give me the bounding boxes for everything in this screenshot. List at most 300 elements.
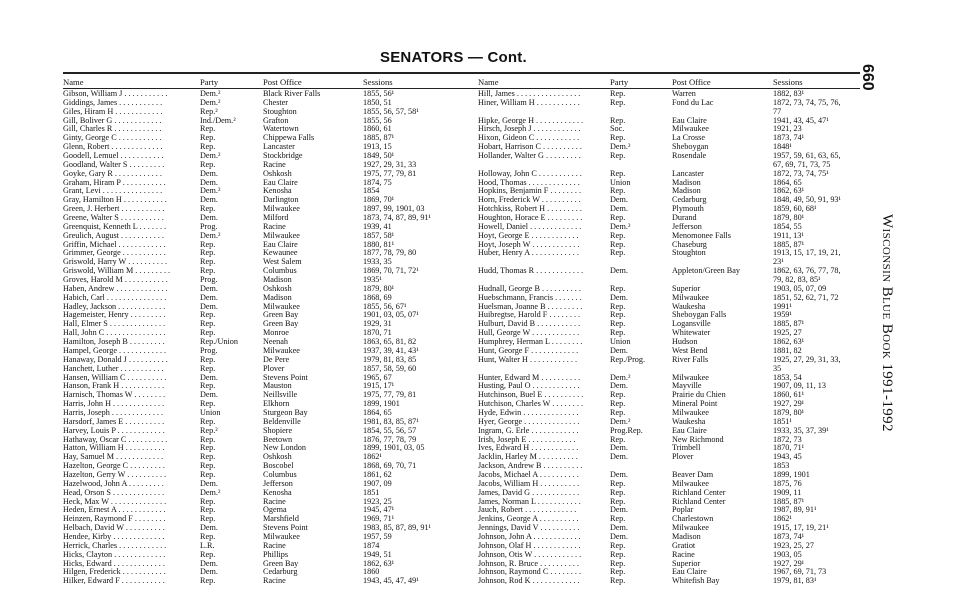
party: Prog. [200, 276, 218, 285]
sessions: 1957, 59, 61, 63, 65, [773, 152, 841, 161]
post-office: Oshkosh [263, 169, 292, 178]
table-row [478, 524, 863, 533]
sessions: 1907, 09, 11, 13 [773, 382, 826, 391]
right-header-post-office: Post Office [672, 77, 711, 87]
table-row [63, 311, 475, 320]
post-office: Chester [263, 98, 289, 107]
post-office: Shopiere [263, 426, 293, 435]
senator-name: Hulburt, David B . . . . . . . . . . . [478, 320, 581, 329]
sessions: 1848, 49, 50, 91, 93¹ [773, 196, 841, 205]
party: Dem.² [200, 231, 221, 240]
table-row [63, 232, 475, 241]
sessions: 1965, 67 [363, 373, 392, 382]
table-row [63, 338, 475, 347]
party: Rep. [200, 532, 216, 541]
party: Rep. [610, 320, 626, 329]
party: Rep. [610, 329, 626, 338]
post-office: Beldenville [263, 417, 301, 426]
senator-name: Jacobs, William H . . . . . . . . . . [478, 479, 580, 488]
party: Dem. [610, 196, 628, 205]
sessions: 1882, 83¹ [773, 90, 805, 98]
party: Rep. [610, 152, 626, 161]
senator-name: Huebschmann, Francis . . . . . . . [478, 293, 582, 302]
table-row [63, 498, 475, 507]
senator-name: Gill, Charles R . . . . . . . . . . . . [63, 125, 162, 134]
sessions: 1862¹ [773, 515, 792, 524]
post-office: Milwaukee [672, 408, 709, 417]
table-row [478, 427, 863, 436]
post-office: Whitefish Bay [672, 577, 720, 586]
senator-name: Hay, Samuel M . . . . . . . . . . . . [63, 453, 164, 462]
post-office: Trimbell [672, 444, 701, 453]
sessions: 1915, 17¹ [363, 382, 395, 391]
sessions: 1862, 63, 76, 77, 78, [773, 267, 841, 276]
right-header-name: Name [478, 77, 499, 87]
table-row [63, 374, 475, 383]
table-row [478, 506, 863, 515]
party: Rep. [610, 435, 626, 444]
senator-name: Horn, Frederick W . . . . . . . . . . [478, 196, 581, 205]
party: Dem. [610, 506, 628, 515]
table-row [63, 524, 475, 533]
post-office: Milwaukee [263, 231, 300, 240]
sessions: 1903, 05, 07, 09 [773, 284, 827, 293]
party: Dem. [200, 196, 218, 205]
sessions: 1885, 87¹ [773, 320, 805, 329]
table-row [478, 108, 863, 117]
table-row [478, 294, 863, 303]
header-rule [63, 88, 860, 89]
party: Rep. [200, 249, 216, 258]
party: L.R. [200, 541, 215, 550]
page-number: 660 [859, 64, 876, 91]
table-row [478, 418, 863, 427]
senator-name: Hamilton, Joseph B . . . . . . . . . [63, 338, 165, 347]
senator-name: Hathaway, Oscar C . . . . . . . . . . [63, 435, 168, 444]
party: Rep. [610, 311, 626, 320]
post-office: Milford [263, 214, 289, 223]
table-row [63, 471, 475, 480]
senator-name: Hazelton, Gerry W . . . . . . . . . . [63, 470, 167, 479]
table-row [478, 365, 863, 374]
post-office: Charlestown [672, 515, 714, 524]
table-row [478, 462, 863, 471]
party: Rep. [610, 98, 626, 107]
post-office: West Bend [672, 346, 708, 355]
party: Rep. [200, 329, 216, 338]
senator-name: Goodland, Walter S . . . . . . . . . [63, 160, 165, 169]
post-office: Milwaukee [263, 205, 300, 214]
senator-name: Giles, Hiram H . . . . . . . . . . . . [63, 107, 163, 116]
party: Rep. [200, 444, 216, 453]
senator-name: Hull, George W . . . . . . . . . . . . [478, 329, 580, 338]
senator-name: Jenkins, George A . . . . . . . . . . [478, 515, 579, 524]
sessions: 1855, 56¹ [363, 90, 395, 98]
party: Dem. [610, 453, 628, 462]
senator-name: Husting, Paul O . . . . . . . . . . . . [478, 382, 580, 391]
sessions: 1855, 56, 57, 58¹ [363, 107, 419, 116]
sessions: 1975, 77, 79, 81 [363, 169, 417, 178]
table-row [63, 568, 475, 577]
top-rule [63, 72, 860, 74]
party: Rep. [200, 205, 216, 214]
post-office: Columbus [263, 470, 297, 479]
sessions: 1860, 61¹ [773, 391, 805, 400]
party: Rep. [610, 284, 626, 293]
sessions: 1854, 55, 56, 57 [363, 426, 417, 435]
table-row [63, 400, 475, 409]
table-row [478, 560, 863, 569]
table-row [478, 436, 863, 445]
table-row [63, 285, 475, 294]
party: Union [200, 408, 221, 417]
sessions: 1899, 1901 [363, 400, 400, 409]
senator-name: Hotchkiss, Robert H . . . . . . . . . [478, 205, 582, 214]
post-office: Sheboygan [672, 143, 709, 152]
party: Rep. [200, 382, 216, 391]
post-office: Madison [263, 276, 292, 285]
table-row [478, 303, 863, 312]
senator-name: Head, Orson S . . . . . . . . . . . . . [63, 488, 165, 497]
sessions: 1987, 89, 91¹ [773, 506, 817, 515]
post-office: Plover [263, 364, 285, 373]
party: Rep. [200, 355, 216, 364]
post-office: Green Bay [263, 320, 299, 329]
party: Rep. [610, 134, 626, 143]
table-row [63, 506, 475, 515]
party: Rep. [610, 391, 626, 400]
sessions: 1921, 23 [773, 125, 802, 134]
party: Dem.² [200, 98, 221, 107]
sessions: 1949, 51 [363, 550, 392, 559]
sessions: 1873, 74¹ [773, 532, 805, 541]
table-row [478, 152, 863, 161]
post-office: Plover [672, 453, 694, 462]
senator-name: Irish, Joseph E . . . . . . . . . . . . [478, 435, 576, 444]
table-row [63, 444, 475, 453]
sessions: 1933, 35, 37, 39¹ [773, 426, 829, 435]
post-office: Stoughton [672, 249, 706, 258]
senator-name: Green, J. Herbert . . . . . . . . . . . [63, 205, 165, 214]
sessions: 1851 [363, 488, 380, 497]
party: Rep. [610, 400, 626, 409]
table-row [63, 391, 475, 400]
senator-name: Griswold, Harry W . . . . . . . . . . [63, 258, 168, 267]
post-office: Eau Claire [672, 426, 707, 435]
table-row [478, 542, 863, 551]
sessions: 1911, 13¹ [773, 231, 804, 240]
sessions: 1959¹ [773, 311, 792, 320]
sessions: 1879, 80¹ [363, 284, 395, 293]
party: Rep. [200, 400, 216, 409]
table-row [478, 400, 863, 409]
senator-name: Ginty, George C . . . . . . . . . . . [63, 134, 162, 143]
senator-name: Goyke, Gary R . . . . . . . . . . . . [63, 169, 162, 178]
sessions: 1868, 69 [363, 293, 392, 302]
post-office: Green Bay [263, 559, 299, 568]
table-row [63, 533, 475, 542]
post-office: Milwaukee [672, 524, 709, 533]
post-office: Chaseburg [672, 240, 707, 249]
senator-name: Hill, James . . . . . . . . . . . . . . . . [478, 90, 581, 98]
post-office: Durand [672, 214, 697, 223]
party: Prog. [200, 222, 218, 231]
sessions: 1927, 29¹ [773, 559, 805, 568]
sessions: 1853 [773, 462, 790, 471]
sessions: 1899, 1901, 03, 05 [363, 444, 425, 453]
post-office: Mineral Point [672, 400, 718, 409]
senator-name: Hampel, George . . . . . . . . . . . . [63, 346, 167, 355]
table-row [478, 90, 863, 99]
table-row [478, 533, 863, 542]
table-row [478, 498, 863, 507]
table-row [63, 436, 475, 445]
party: Rep. [200, 258, 216, 267]
party: Dem. [200, 302, 218, 311]
table-row [63, 356, 475, 365]
sessions: 1872, 73, 74, 75, 76, [773, 98, 841, 107]
senator-name: Groves, Harold M . . . . . . . . . . . [63, 276, 168, 285]
post-office: New London [263, 444, 306, 453]
post-office: River Falls [672, 355, 709, 364]
post-office: Ogema [263, 506, 287, 515]
sessions: 1863, 65, 81, 82 [363, 338, 417, 347]
table-row [478, 258, 863, 267]
post-office: Mayville [672, 382, 702, 391]
party: Prog. [200, 346, 218, 355]
party: Dem. [200, 391, 218, 400]
sessions: 1983, 85, 87, 89, 91¹ [363, 524, 431, 533]
party: Rep.² [200, 426, 218, 435]
post-office: Milwaukee [263, 532, 300, 541]
sessions: 1864, 65 [363, 408, 392, 417]
table-row [63, 170, 475, 179]
table-row [63, 143, 475, 152]
party: Dem. [200, 214, 218, 223]
party: Dem.² [610, 417, 631, 426]
right-header-sessions: Sessions [773, 77, 803, 87]
post-office: Stockbridge [263, 152, 303, 161]
table-row [478, 99, 863, 108]
sessions: 1848¹ [773, 143, 792, 152]
post-office: Richland Center [672, 488, 726, 497]
party: Rep. [200, 550, 216, 559]
senator-name: Hood, Thomas . . . . . . . . . . . . . [478, 178, 580, 187]
senator-name: Hazelwood, John A . . . . . . . . . [63, 479, 164, 488]
senator-name: Habich, Carl . . . . . . . . . . . . . . . [63, 293, 167, 302]
sessions: 1901, 03, 05, 07¹ [363, 311, 419, 320]
sessions: 1879, 80¹ [773, 408, 805, 417]
table-row [478, 409, 863, 418]
post-office: Cedarburg [263, 568, 298, 577]
post-office: Marshfield [263, 515, 299, 524]
party: Rep. [610, 479, 626, 488]
senator-name: Hoyt, Joseph W . . . . . . . . . . . . [478, 240, 580, 249]
party: Dem.² [610, 222, 631, 231]
party: Rep. [200, 267, 216, 276]
party: Rep. [610, 408, 626, 417]
sessions: 1854 [363, 187, 380, 196]
post-office: Racine [263, 577, 286, 586]
table-row [63, 320, 475, 329]
senator-name: Ingram, G. Erle . . . . . . . . . . . . [478, 426, 579, 435]
senator-name: Harvey, Louis P . . . . . . . . . . . . [63, 426, 165, 435]
post-office: Eau Claire [672, 568, 707, 577]
post-office: Columbus [263, 267, 297, 276]
sessions: 1885, 87¹ [773, 240, 805, 249]
sessions: 1943, 45, 47, 49¹ [363, 577, 419, 586]
post-office: De Pere [263, 355, 290, 364]
sessions: 1903, 05 [773, 550, 802, 559]
left-header-party: Party [200, 77, 219, 87]
senator-name: Gill, Boliver G . . . . . . . . . . . . [63, 116, 162, 125]
party: Dem. [610, 532, 628, 541]
post-office: Stoughton [263, 107, 297, 116]
table-row [63, 409, 475, 418]
table-row [478, 134, 863, 143]
post-office: New Richmond [672, 435, 724, 444]
table-row [63, 418, 475, 427]
senator-name: Huber, Henry A . . . . . . . . . . . . [478, 249, 579, 258]
party: Rep. [610, 214, 626, 223]
sessions: 1855, 56 [363, 116, 392, 125]
table-row [478, 125, 863, 134]
post-office: West Salem [263, 258, 302, 267]
sessions: 1874 [363, 541, 380, 550]
party: Dem. [200, 373, 218, 382]
table-row [478, 374, 863, 383]
senator-name: Johnson, Otis W . . . . . . . . . . . . [478, 550, 582, 559]
sessions: 1872, 73 [773, 435, 802, 444]
sessions: 1943, 45 [773, 453, 802, 462]
table-row [63, 453, 475, 462]
post-office: Logansville [672, 320, 711, 329]
senator-name: Griswold, William M . . . . . . . . . [63, 267, 171, 276]
sessions: 1877, 78, 79, 80 [363, 249, 417, 258]
sessions: 1873, 74¹ [773, 134, 805, 143]
senator-name: Hendee, Kirby . . . . . . . . . . . . . [63, 532, 165, 541]
party: Rep. [610, 187, 626, 196]
table-row [478, 249, 863, 258]
party: Dem.² [610, 373, 631, 382]
post-office: Stevens Point [263, 373, 308, 382]
senator-name: Humphrey, Herman L . . . . . . . . [478, 338, 583, 347]
senator-name: Jacobs, Michael A . . . . . . . . . . [478, 470, 579, 479]
table-row [63, 179, 475, 188]
senator-name: Grimmer, George . . . . . . . . . . . [63, 249, 166, 258]
party: Rep. [610, 240, 626, 249]
party: Rep./Prog. [610, 355, 646, 364]
table-row [63, 125, 475, 134]
senator-name: Gray, Hamilton H . . . . . . . . . . . [63, 196, 167, 205]
sessions: 1975, 77, 79, 81 [363, 391, 417, 400]
post-office: Oshkosh [263, 453, 292, 462]
table-row [63, 196, 475, 205]
post-office: Racine [263, 497, 286, 506]
party: Dem. [610, 444, 628, 453]
party: Dem.² [200, 488, 221, 497]
post-office: Eau Claire [672, 116, 707, 125]
sessions: 1957, 59 [363, 532, 392, 541]
sessions: 1933, 35 [363, 258, 392, 267]
senator-name: Huelsman, Joanne B . . . . . . . . . [478, 302, 583, 311]
sessions: 1899, 1901 [773, 470, 810, 479]
left-header-name: Name [63, 77, 84, 87]
party: Dem. [610, 524, 628, 533]
sessions: 1869, 70, 71, 72¹ [363, 267, 419, 276]
party: Rep. [200, 364, 216, 373]
table-row [63, 551, 475, 560]
post-office: Grafton [263, 116, 289, 125]
senator-name: Hopkins, Benjamin F . . . . . . . . [478, 187, 582, 196]
sessions: 1897, 99, 1901, 03 [363, 205, 425, 214]
senator-name: Hadley, Jackson . . . . . . . . . . . . [63, 302, 166, 311]
senator-name: Glenn, Robert . . . . . . . . . . . . . [63, 143, 163, 152]
table-row [478, 515, 863, 524]
post-office: Richland Center [672, 497, 726, 506]
senator-name: Jennings, David V . . . . . . . . . . [478, 524, 580, 533]
senator-name: Harris, Joseph . . . . . . . . . . . . . [63, 408, 164, 417]
senator-name: Hanchett, Luther . . . . . . . . . . . [63, 364, 164, 373]
table-row [63, 241, 475, 250]
table-row [63, 294, 475, 303]
senator-name: Hyde, Edwin . . . . . . . . . . . . . . [478, 408, 579, 417]
table-row [478, 551, 863, 560]
table-row [478, 205, 863, 214]
senator-name: Helbach, David W . . . . . . . . . . [63, 524, 165, 533]
post-office: La Crosse [672, 134, 705, 143]
sessions: 1849, 50¹ [363, 152, 395, 161]
post-office: Racine [263, 160, 286, 169]
senator-name: Johnson, R. Bruce . . . . . . . . . . [478, 559, 579, 568]
senator-name: Hatton, William H . . . . . . . . . . [63, 444, 165, 453]
table-row [63, 515, 475, 524]
table-row [478, 382, 863, 391]
party: Dem. [610, 293, 628, 302]
senator-name: Hudd, Thomas R . . . . . . . . . . . . [478, 267, 584, 276]
post-office: Elkhorn [263, 400, 290, 409]
party: Rep. [610, 497, 626, 506]
sessions: 1870, 71¹ [773, 444, 805, 453]
senator-name: Goodell, Lemuel . . . . . . . . . . . [63, 152, 164, 161]
senator-name: Hilgen, Frederick . . . . . . . . . . . [63, 568, 166, 577]
party: Dem. [200, 568, 218, 577]
sessions: 1937, 39, 41, 43¹ [363, 346, 419, 355]
senator-name: Hudnall, George B . . . . . . . . . . [478, 284, 581, 293]
sessions: 1991¹ [773, 302, 792, 311]
table-row [63, 152, 475, 161]
sessions: 1925, 27, 29, 31, 33, [773, 355, 841, 364]
table-row [63, 382, 475, 391]
left-header-post-office: Post Office [263, 77, 302, 87]
senator-name: Harris, John H . . . . . . . . . . . . . [63, 400, 165, 409]
post-office: Lancaster [263, 143, 295, 152]
post-office: Racine [263, 222, 286, 231]
post-office: Racine [263, 541, 286, 550]
sessions: 1881, 82 [773, 346, 802, 355]
post-office: Jefferson [263, 479, 293, 488]
senator-name: Grant, Levi . . . . . . . . . . . . . . . [63, 187, 163, 196]
sessions: 1969, 71¹ [363, 515, 395, 524]
senator-name: Greenquist, Kenneth L . . . . . . . [63, 222, 167, 231]
senator-name: Hansen, William C . . . . . . . . . . [63, 373, 167, 382]
senator-name: Johnson, Raymond C . . . . . . . . [478, 568, 582, 577]
sessions: 1913, 15, 17, 19, 21, [773, 249, 841, 258]
sessions: 1915, 17, 19, 21¹ [773, 524, 829, 533]
table-row [63, 214, 475, 223]
party: Dem.² [200, 187, 221, 196]
post-office: Beaver Dam [672, 470, 714, 479]
